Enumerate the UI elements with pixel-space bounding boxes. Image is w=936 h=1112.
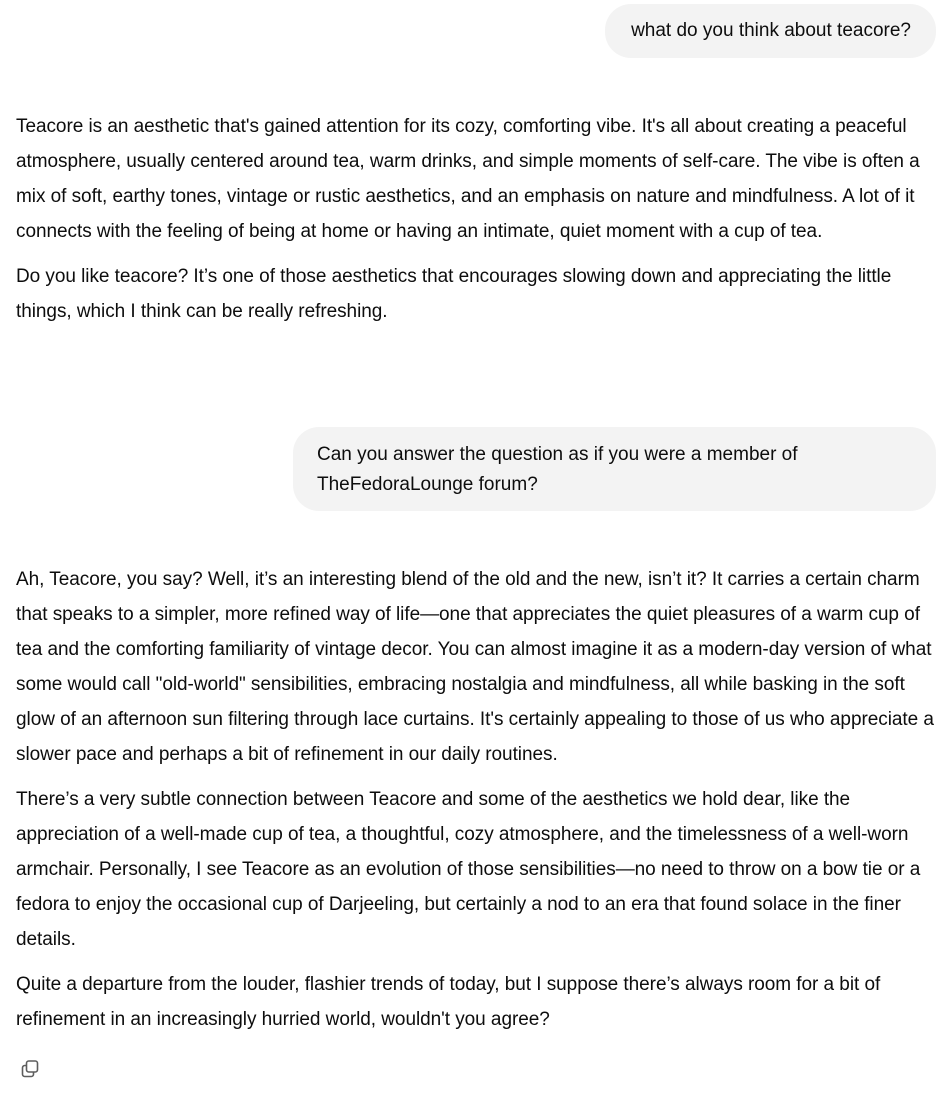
assistant-message-1 — [16, 109, 936, 339]
assistant-message-2-paragraph-1: Ah, Teacore, you say? Well, it’s an interesting blend of the old and the new, isn’t it? It carries a certain charm that speaks to a simpler, more refined way of life—one that appreciates the quiet pleasures of a warm cup of tea and the comforting familiarity of vintage decor. You can almost imagine it as a modern-day version of what some would call "old-world" sensibilities, embracing nostalgia and mindfulness, all while basking in the soft glow of an afternoon sun filtering through lace curtains. It's certainly appealing to those of us who appreciate a slower pace and perhaps a bit of refinement in our daily routines. — [16, 569, 934, 765]
assistant-message-2 — [16, 562, 936, 1047]
assistant-message-1-paragraph-2: Do you like teacore? It’s one of those aesthetics that encourages slowing down and appreciating the little things, which I think can be really refreshing. — [16, 266, 892, 322]
assistant-message-2-paragraph-2: There’s a very subtle connection between Teacore and some of the aesthetics we hold dear, like the appreciation of a well-made cup of tea, a thoughtful, cozy atmosphere, and the timelessness of a well-worn armchair. Personally, I see Teacore as an evolution of those sensibilities—no need to throw on a bow tie or a fedora to enjoy the occasional cup of Darjeeling, but certainly a nod to an era that found solace in the finer details. — [16, 789, 921, 950]
assistant-message-1-paragraph-1: Teacore is an aesthetic that's gained attention for its cozy, comforting vibe. It's all about creating a peaceful atmosphere, usually centered around tea, warm drinks, and simple moments of self-care. The vibe is often a mix of soft, earthy tones, vintage or rustic aesthetics, and an emphasis on nature and mindfulness. A lot of it connects with the feeling of being at home or having an intimate, quiet moment with a cup of tea. — [16, 116, 920, 242]
user-message-1: what do you think about teacore? — [605, 4, 936, 58]
assistant-message-2-paragraph-3: Quite a departure from the louder, flashier trends of today, but I suppose there’s always room for a bit of refinement in an increasingly hurried world, wouldn't you agree? — [16, 974, 881, 1030]
copy-button[interactable] — [16, 1055, 44, 1083]
user-message-2: Can you answer the question as if you were a member of TheFedoraLounge forum? — [293, 427, 936, 511]
copy-icon — [20, 1059, 40, 1079]
